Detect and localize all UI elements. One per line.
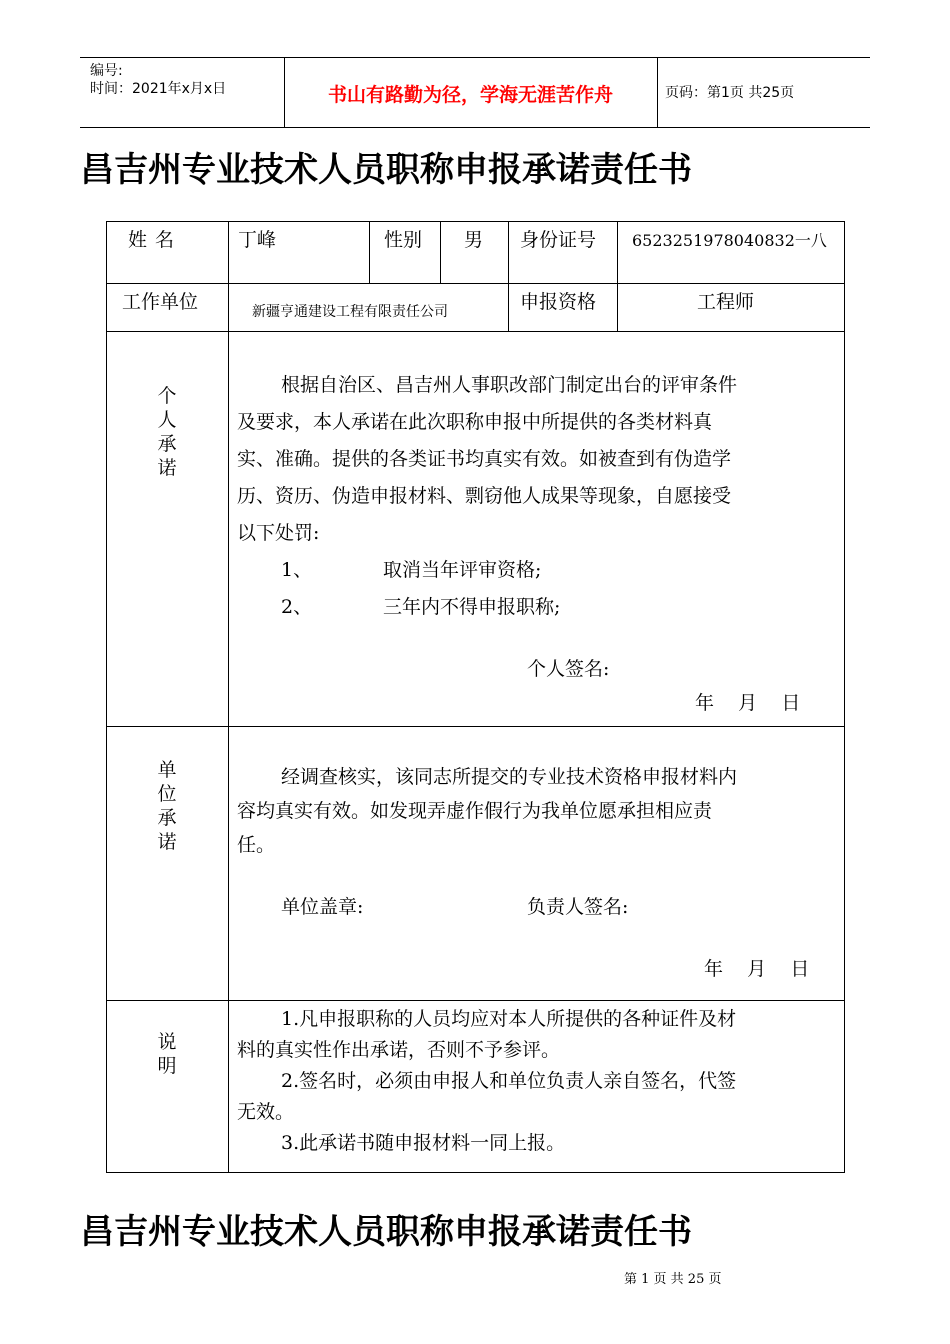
- unit-seal-label: 单位盖章:: [281, 896, 364, 918]
- personal-date: 年 月 日: [695, 692, 801, 714]
- header-page-info: 页码：第1页 共25页: [665, 85, 795, 101]
- personal-commitment-label: 个 人 承 诺: [157, 385, 177, 479]
- number-label: 编号:: [90, 63, 123, 79]
- name-value: 丁峰: [238, 229, 277, 251]
- repeated-document-title: 昌吉州专业技术人员职称申报承诺责任书: [80, 1212, 692, 1252]
- document-title: 昌吉州专业技术人员职称申报承诺责任书: [80, 150, 692, 190]
- name-label: 姓 名: [128, 229, 176, 251]
- gender-label: 性别: [384, 229, 423, 251]
- time-label: 时间：2021年x月x日: [90, 81, 227, 97]
- gender-value: 男: [464, 229, 484, 251]
- personal-signature-label: 个人签名:: [527, 658, 610, 680]
- penalty-item: 2、 三年内不得申报职称;: [281, 596, 561, 618]
- personal-commitment-text: 根据自治区、昌吉州人事职改部门制定出台的评审条件 及要求，本人承诺在此次职称申报中所提供的各类材料真 实、准确。提供的各类证书均真实有效。如被查到有伪造学 历、资历、伪造申报材料、剽窃他人成果等现象，自愿接受 以下处罚: 1、 取消当年评审资格; 2、 三年内不得申报职称;: [237, 367, 837, 626]
- notes-label: 说 明: [157, 1031, 177, 1077]
- leader-signature-label: 负责人签名:: [527, 896, 629, 918]
- qualification-label: 申报资格: [520, 291, 597, 313]
- unit-date: 年 月 日: [704, 958, 810, 980]
- employer-label: 工作单位: [122, 291, 199, 313]
- header-divider: [657, 58, 658, 127]
- unit-commitment-text: 经调查核实，该同志所提交的专业技术资格申报材料内 容均真实有效。如发现弄虚作假行为我单位愿承担相应责 任。: [237, 766, 738, 856]
- header-motto: 书山有路勤为径，学海无涯苦作舟: [327, 84, 613, 106]
- unit-commitment-label: 单 位 承 诺: [157, 759, 177, 853]
- header-meta: [90, 62, 226, 98]
- notes-text: 1.凡申报职称的人员均应对本人所提供的各种证件及材 料的真实性作出承诺，否则不予参评。 2.签名时，必须由申报人和单位负责人亲自签名，代签 无效。 3.此承诺书随申报材料一同上报。: [237, 1008, 737, 1154]
- id-value: 6523251978040832一八: [632, 231, 827, 250]
- employer-value: 新疆亨通建设工程有限责任公司: [252, 304, 448, 320]
- penalty-item: 1、 取消当年评审资格;: [281, 559, 542, 581]
- page-footer: 第 1 页 共 25 页: [624, 1272, 722, 1287]
- qualification-value: 工程师: [697, 291, 755, 313]
- id-label: 身份证号: [520, 229, 597, 251]
- page-header: [80, 57, 870, 128]
